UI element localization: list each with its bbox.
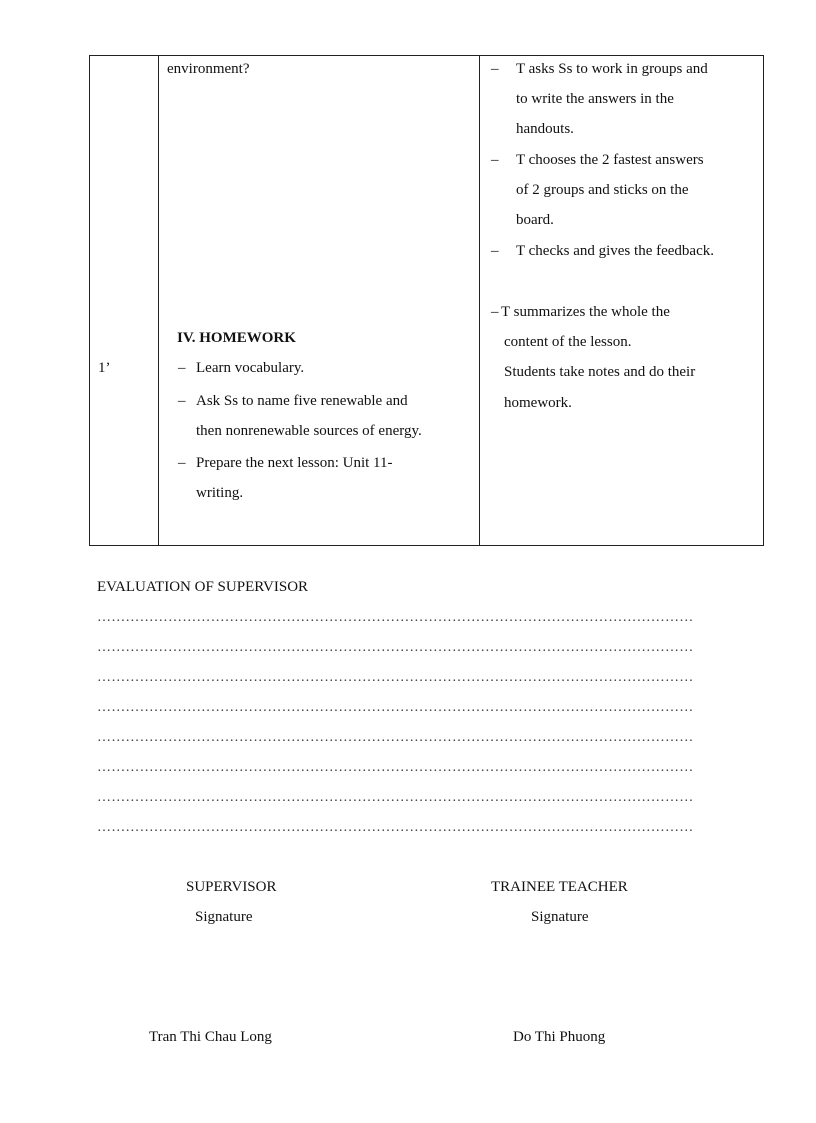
activity-item-continued: to write the answers in the: [516, 91, 674, 107]
evaluation-heading: EVALUATION OF SUPERVISOR: [97, 579, 309, 595]
dotted-line: ………………………………………………………………………………………………………………: [97, 640, 694, 655]
homework-item-continued: writing.: [196, 485, 244, 501]
summary-line: T summarizes the whole the: [501, 304, 670, 320]
dotted-line: ………………………………………………………………………………………………………………: [97, 700, 694, 715]
trainee-role: TRAINEE TEACHER: [491, 879, 628, 895]
activity-item-continued: board.: [516, 212, 554, 228]
homework-item-continued: then nonrenewable sources of energy.: [196, 423, 422, 439]
supervisor-name: Tran Thi Chau Long: [149, 1029, 272, 1045]
trainee-name: Do Thi Phuong: [513, 1029, 606, 1045]
bullet-dash: –: [491, 243, 499, 259]
activity-item: T chooses the 2 fastest answers: [516, 152, 704, 168]
summary-line: homework.: [504, 395, 572, 411]
column-divider: [479, 56, 480, 545]
trainee-signature-label: Signature: [531, 909, 589, 925]
content-carry-over: environment?: [167, 61, 250, 77]
bullet-dash: –: [491, 152, 499, 168]
bullet-dash: –: [491, 61, 499, 77]
summary-line: content of the lesson.: [504, 334, 632, 350]
dotted-line: ………………………………………………………………………………………………………………: [97, 670, 694, 685]
homework-heading: IV. HOMEWORK: [177, 330, 296, 346]
homework-item: Learn vocabulary.: [196, 360, 305, 376]
activity-item-continued: of 2 groups and sticks on the: [516, 182, 689, 198]
time-cell: 1’: [98, 360, 111, 376]
bullet-dash: –: [491, 304, 499, 320]
bullet-dash: –: [178, 393, 186, 409]
dotted-line: ………………………………………………………………………………………………………………: [97, 610, 694, 625]
homework-item: Prepare the next lesson: Unit 11-: [196, 455, 393, 471]
activity-item: T asks Ss to work in groups and: [516, 61, 708, 77]
dotted-line: ………………………………………………………………………………………………………………: [97, 730, 694, 745]
supervisor-signature-label: Signature: [195, 909, 253, 925]
supervisor-role: SUPERVISOR: [186, 879, 277, 895]
activity-item: T checks and gives the feedback.: [516, 243, 714, 259]
bullet-dash: –: [178, 360, 186, 376]
dotted-line: ………………………………………………………………………………………………………………: [97, 790, 694, 805]
dotted-line: ………………………………………………………………………………………………………………: [97, 760, 694, 775]
homework-item: Ask Ss to name five renewable and: [196, 393, 408, 409]
activity-item-continued: handouts.: [516, 121, 574, 137]
summary-line: Students take notes and do their: [504, 364, 696, 380]
column-divider: [158, 56, 159, 545]
lesson-plan-table: [89, 55, 764, 546]
dotted-line: ………………………………………………………………………………………………………………: [97, 820, 694, 835]
bullet-dash: –: [178, 455, 186, 471]
